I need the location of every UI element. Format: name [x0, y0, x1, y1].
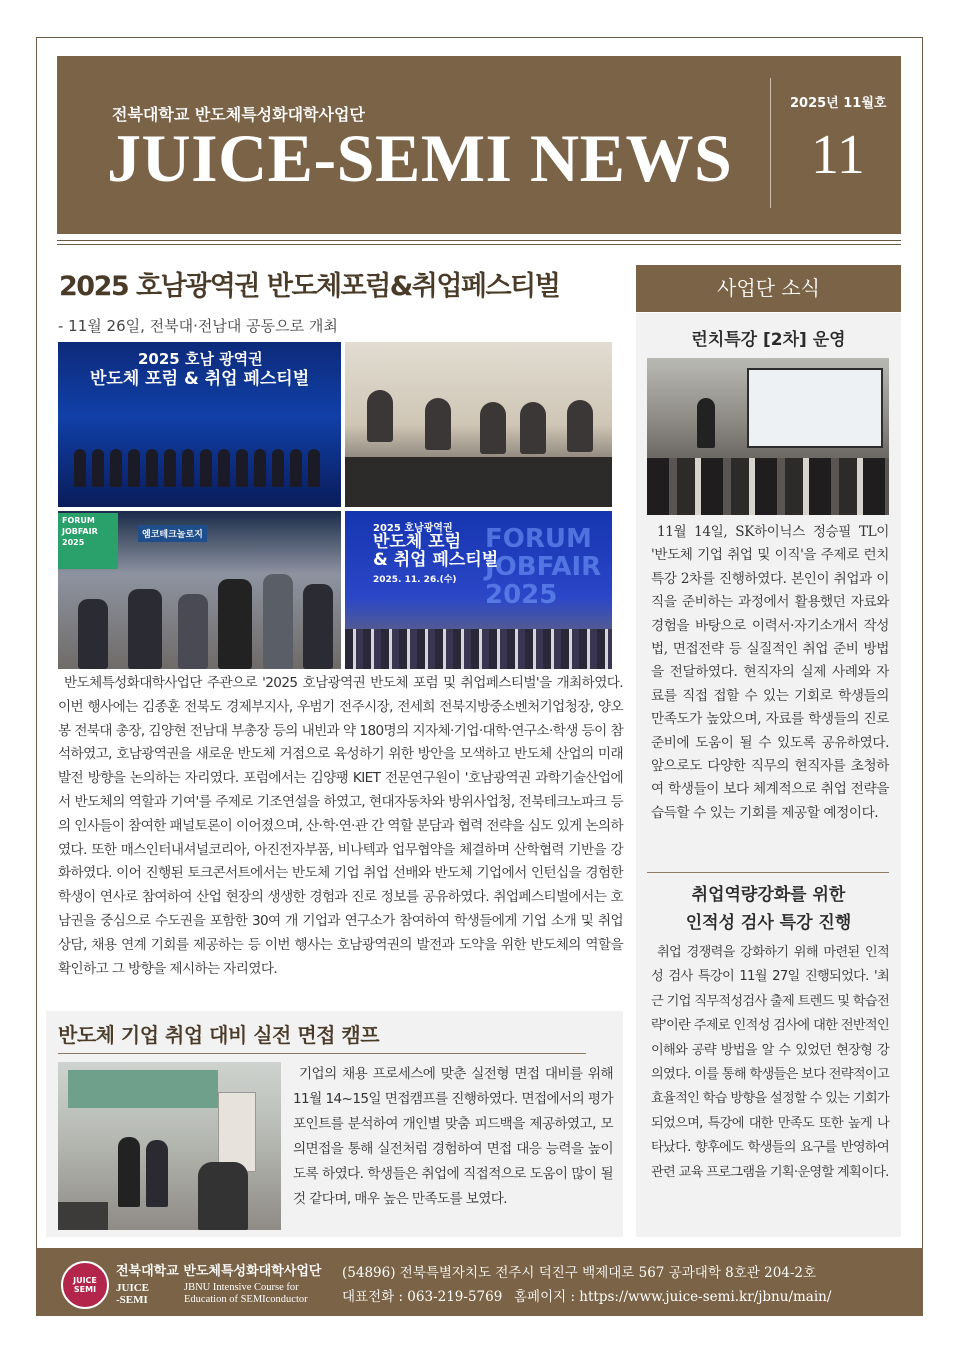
aptitude-lecture-title [636, 881, 901, 937]
juice-semi-logo [61, 1261, 109, 1309]
lunch-lecture-photo [647, 358, 889, 515]
footer-org: 전북대학교 반도체특성화대학사업단 [116, 1264, 322, 1279]
footer-english-line: JBNU Intensive Course for [184, 1282, 299, 1293]
main-article-title: 2025 호남광역권 반도체포럼&취업페스티벌 [59, 271, 560, 302]
masthead-rule [57, 240, 901, 241]
stage-guests [70, 447, 330, 487]
jobfair-booth-photo [58, 511, 341, 669]
footer-juice: JUICE -SEMI [116, 1282, 150, 1306]
photo-bg-text: FORUM JOBFAIR 2025 [485, 524, 602, 610]
forum-stage-photo [58, 342, 341, 507]
lunch-lecture-body: 11월 14일, SK하이닉스 정승필 TL이 '반도체 기업 취업 및 이직'을 주제로 런치 특강 2차를 진행하였다. 본인이 취업과 이직을 준비하는 과정에서 활용했던 자료와 경험을 바탕으로 이력서·자기소개서 작성법, 면접전략 등 실질적인 취업 준비 방법을 전달하였다. 현직자의 실제 사례와 자료를 직접 접할 수 있는 기회로 학생들의 만족도가 높았으며, 자료를 학생들의 진로 준비에 도움이 될 수 있도록 공유하였다. 앞으로도 다양한 직무의 현직자를 초청하여 학생들이 보다 체계적으로 취업 전략을 습득할 수 있는 기회를 제공할 예정이다. [651, 524, 889, 821]
interview-camp-photo [58, 1062, 281, 1230]
photo-banner-text: 반도체 포럼 & 취업 페스티벌 [373, 532, 499, 570]
camp-divider [58, 1053, 586, 1054]
masthead-rule [57, 244, 901, 245]
panel-discussion-photo [345, 342, 612, 507]
panel-table [345, 457, 612, 507]
footer-english-name [184, 1282, 308, 1306]
footer-english-line: Education of SEMIconductor [184, 1294, 308, 1305]
lunch-lecture-title: 런치특강 [2차] 운영 [691, 330, 846, 350]
photo-banner-text: 2025 호남 광역권 [138, 350, 263, 368]
photo-date-text: 2025. 11. 26.(수) [373, 575, 457, 585]
camp-body: 기업의 채용 프로세스에 맞춘 실전형 면접 대비를 위해 11월 14~15일 면접캠프를 진행하였다. 면접에서의 평가 포인트를 분석하여 개인별 맞춤 피드백을 제공하였고, 모의면접을 통해 실전처럼 경험하여 면접 대응 능력을 높이도록 하였다. 학생들은 취업에 직접적으로 도움이 많이 될 것 같다며, 매우 높은 만족도를 보였다. [293, 1066, 613, 1207]
sidebar-divider [647, 872, 889, 873]
masthead [57, 56, 901, 234]
footer-website-link[interactable]: 홈페이지 : https://www.juice-semi.kr/jbnu/main/ [514, 1289, 832, 1305]
main-article-subtitle: - 11월 26일, 전북대·전남대 공동으로 개최 [58, 317, 338, 335]
aptitude-lecture-body: 취업 경쟁력을 강화하기 위해 마련된 인적성 검사 특강이 11월 27일 진행되었다. '최근 기업 직무적성검사 출제 트렌드 및 학습전략'이란 주제로 인적성 검사에 대한 전반적인 이해와 공략 방법을 알 수 있었던 현장형 강의였다. 이를 통해 학생들은 보다 전략적이고 효율적인 학습 방향을 설정할 수 있는 기회가 되었으며, 특강에 대한 만족도 또한 높게 나타났다. 향후에도 학생들의 요구를 반영하여 관련 교육 프로그램을 기획·운영할 계획이다. [651, 945, 889, 1180]
footer-address: (54896) 전북특별자치도 전주시 덕진구 백제대로 567 공과대학 8호관 204-2호 [342, 1265, 817, 1281]
logo-text: JUICE SEMI [73, 1276, 97, 1294]
photo-banner-text: 2025 호남광역권 [373, 523, 453, 534]
aptitude-title-line: 취업역량강화를 위한 [691, 885, 846, 905]
issue-number: 11 [811, 124, 865, 186]
booth-sign: 엠코테크놀로지 [138, 525, 207, 542]
group-crowd [345, 629, 612, 669]
masthead-org: 전북대학교 반도체특성화대학사업단 [112, 105, 365, 124]
masthead-title: JUICE-SEMI NEWS [107, 120, 733, 196]
footer [36, 1248, 923, 1316]
photo-banner-text: 반도체 포럼 & 취업 페스티벌 [90, 369, 310, 389]
sidebar-header: 사업단 소식 [636, 265, 901, 312]
main-article-body: 반도체특성화대학사업단 주관으로 '2025 호남광역권 반도체 포럼 및 취업페스티벌'을 개최하였다. 이번 행사에는 김종훈 전북도 경제부지사, 우범기 전주시장, 전세희 전북지방중소벤처기업청장, 양오봉 전북대 총장, 김양현 전남대 부총장 등의 내빈과 약 180명의 지자체·기업·대학·연구소·학생 등이 참석하였고, 호남광역권을 새로운 반도체 거점으로 육성하기 위한 방안을 모색하고 반도체 산업의 미래 발전 방향을 논의하는 자리였다. 포럼에서는 김양팽 KIET 전문연구원이 '호남광역권 과학기술산업에서 반도체의 역할과 기여'를 주제로 기조연설을 하였고, 현대자동차와 방위사업청, 전북테크노파크 등의 인사들이 참여한 패널토론이 이어졌으며, 산·학·연·관 간 역할 분담과 협력 전략을 심도 있게 논의하였다. 또한 매스인터내셔널코리아, 아진전자부품, 비나텍과 업무협약을 체결하며 산학협력 기반을 강화하였다. 이어 진행된 토크콘서트에서는 반도체 기업 취업 선배와 반도체 기업에서 인턴십을 경험한 학생이 연사로 참여하여 산업 현장의 생생한 경험과 진로 정보를 공유하였다. 취업페스티벌에서는 호남권을 중심으로 수도권을 포함한 30여 개 기업과 연구소가 참여하여 학생들에게 기업 소개 및 취업 상담, 채용 연계 기회를 제공하는 등 이번 행사는 호남광역권의 발전과 도약을 위한 반도체의 역할을 확인하고 그 방향을 제시하는 자리였다. [58, 675, 623, 977]
group-photo [345, 511, 612, 669]
footer-phone: 대표전화 : 063-219-5769 [342, 1289, 503, 1305]
camp-title: 반도체 기업 취업 대비 실전 면접 캠프 [58, 1023, 380, 1047]
booth-sign: FORUM JOBFAIR 2025 [58, 513, 118, 569]
aptitude-title-line: 인적성 검사 특강 진행 [685, 913, 852, 933]
issue-date: 2025년 11월호 [790, 96, 887, 111]
masthead-divider [770, 78, 771, 208]
